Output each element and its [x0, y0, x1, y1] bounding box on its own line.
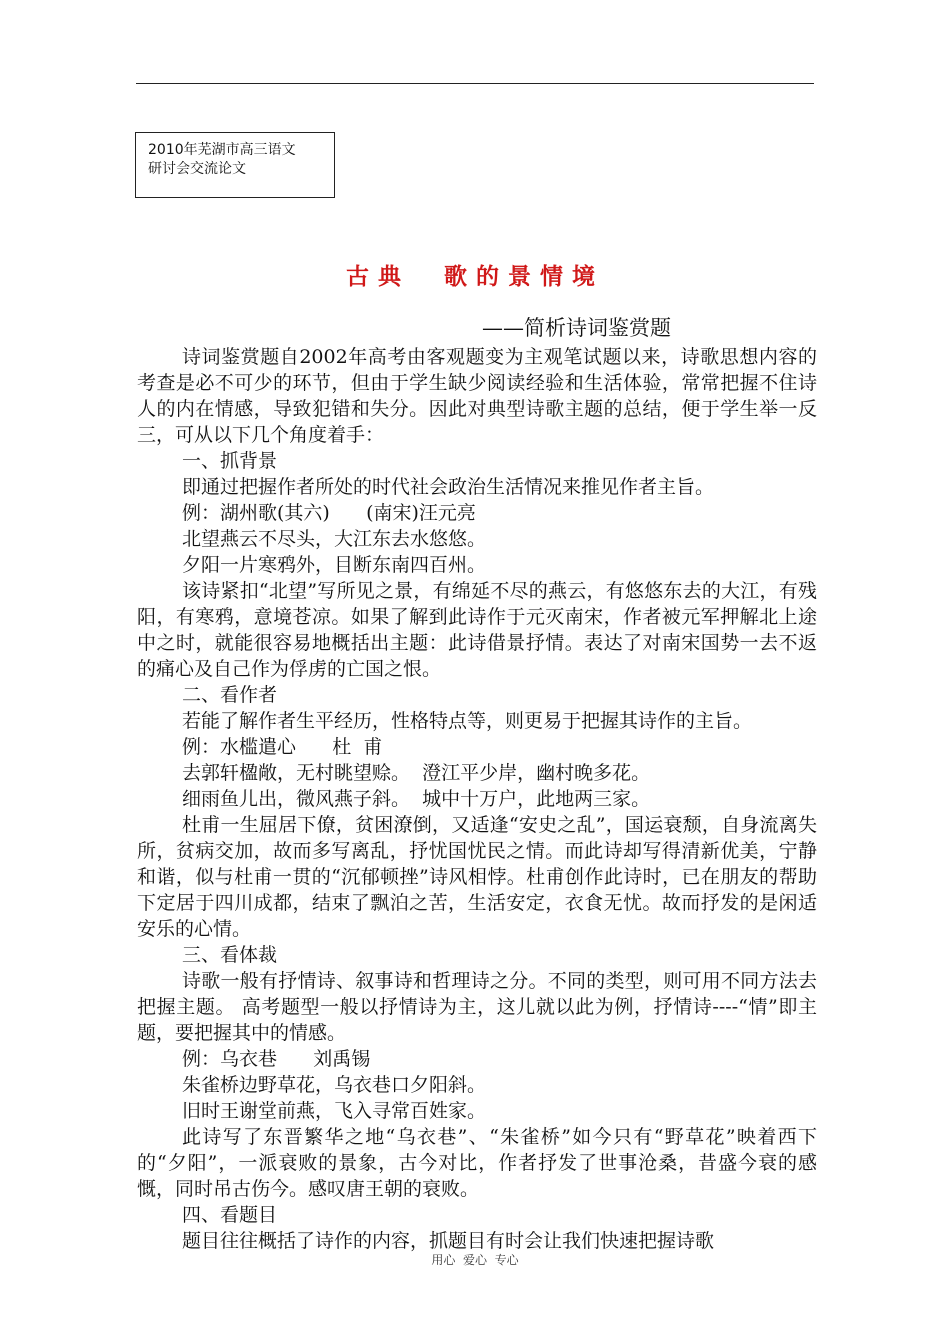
section-heading-title: 四、看题目	[182, 1204, 278, 1226]
conference-note-line-1: 2010年芜湖市高三语文	[148, 142, 296, 158]
analysis-paragraph: 杜甫一生屈居下僚，贫困潦倒，又适逢“安史之乱”，国运衰颓，自身流离失所，贫病交加，故而多写离乱，抒忧国忧民之情。而此诗却写得清新优美，宁静和谐，似与杜甫一贯的“沉郁顿挫”诗风相悖。杜甫创作此诗时，已在朋友的帮助下定居于四川成都，结束了飘泊之苦，生活安定，衣食无忧。故而抒发的是闲适安乐的心情。	[137, 814, 817, 940]
poem-line: 细雨鱼儿出，微风燕子斜。 城中十万户，此地两三家。	[182, 788, 651, 810]
poem-line: 旧时王谢堂前燕，飞入寻常百姓家。	[182, 1100, 487, 1122]
example-heading: 例：水槛遣心 杜 甫	[182, 736, 383, 758]
example-heading: 例：乌衣巷 刘禹锡	[182, 1048, 371, 1070]
analysis-paragraph: 此诗写了东晋繁华之地“乌衣巷”、“朱雀桥”如今只有“野草花”映着西下的“夕阳”，一派衰败的景象，古今对比，作者抒发了世事沧桑，昔盛今衰的感慨，同时吊古伤今。感叹唐王朝的衰败。	[137, 1126, 817, 1200]
poem-line: 朱雀桥边野草花，乌衣巷口夕阳斜。	[182, 1074, 487, 1096]
conference-note-box	[135, 132, 335, 198]
analysis-paragraph: 该诗紧扣“北望”写所见之景，有绵延不尽的燕云，有悠悠东去的大江，有残阳，有寒鸦，意境苍凉。如果了解到此诗作于元灭南宋，作者被元军押解北上途中之时，就能很容易地概括出主题：此诗借景抒情。表达了对南宋国势一去不返的痛心及自己作为俘虏的亡国之恨。	[137, 580, 817, 680]
conference-note-line-2: 研讨会交流论文	[148, 161, 246, 177]
document-subtitle: ——简析诗词鉴赏题	[482, 316, 671, 340]
poem-line: 夕阳一片寒鸦外，目断东南四百州。	[182, 554, 487, 576]
document-body	[137, 344, 817, 1254]
intro-paragraph: 诗词鉴赏题自2002年高考由客观题变为主观笔试题以来，诗歌思想内容的考查是必不可少的环节，但由于学生缺少阅读经验和生活体验，常常把握不住诗人的内在情感，导致犯错和失分。因此对典型诗歌主题的总结，便于学生举一反三，可从以下几个角度着手：	[137, 346, 817, 446]
example-heading: 例：湖州歌(其六) (南宋)汪元亮	[182, 502, 476, 524]
poem-line: 去郭轩楹敞，无村眺望赊。 澄江平少岸，幽村晚多花。	[182, 762, 651, 784]
paragraph-text: 题目往往概括了诗作的内容，抓题目有时会让我们快速把握诗歌	[182, 1230, 715, 1252]
section-heading-background: 一、抓背景	[182, 450, 278, 472]
poem-line: 北望燕云不尽头，大江东去水悠悠。	[182, 528, 487, 550]
section-heading-genre: 三、看体裁	[182, 944, 278, 966]
paragraph-text: 诗歌一般有抒情诗、叙事诗和哲理诗之分。不同的类型，则可用不同方法去把握主题。 高考题型一般以抒情诗为主，这儿就以此为例，抒情诗----“情”即主题，要把握其中的情感。	[137, 970, 817, 1044]
header-rule	[136, 83, 814, 84]
paragraph-text: 若能了解作者生平经历，性格特点等，则更易于把握其诗作的主旨。	[182, 710, 753, 732]
paragraph-text: 即通过把握作者所处的时代社会政治生活情况来推见作者主旨。	[182, 476, 715, 498]
section-heading-author: 二、看作者	[182, 684, 278, 706]
page-footer: 用心 爱心 专心	[431, 1253, 519, 1267]
document-title: 古典 歌的景情境	[345, 263, 604, 290]
